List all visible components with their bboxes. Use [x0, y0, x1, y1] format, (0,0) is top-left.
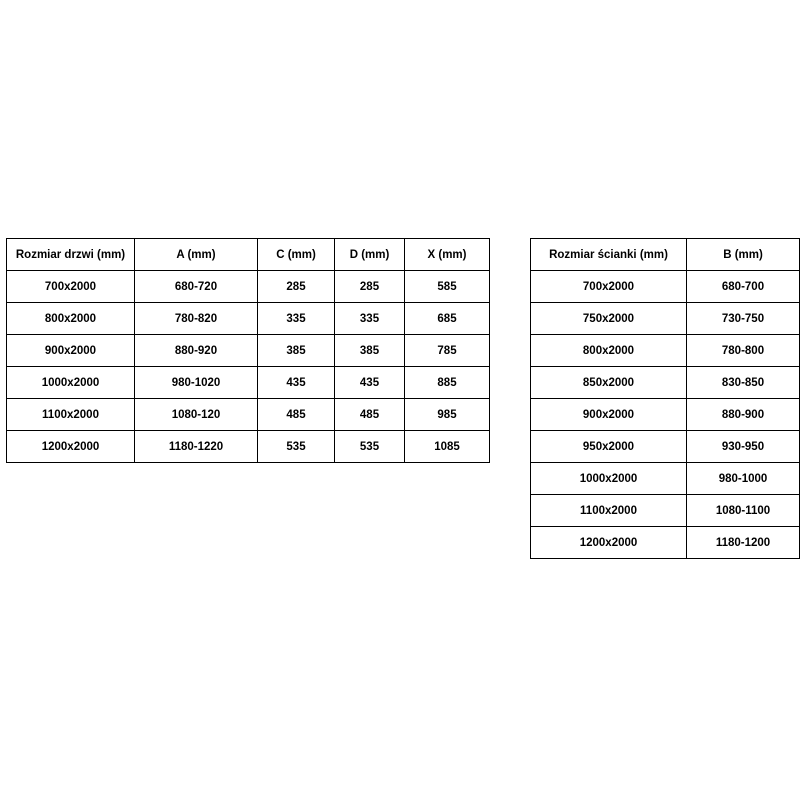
cell-wall-size: 800x2000: [531, 335, 687, 367]
cell-wall-size: 1100x2000: [531, 495, 687, 527]
table-row: [531, 367, 800, 399]
cell-x: 785: [405, 335, 490, 367]
cell-b: 1080-1100: [687, 495, 800, 527]
cell-door-size: 1100x2000: [7, 399, 135, 431]
cell-b: 1180-1200: [687, 527, 800, 559]
table-row: [531, 495, 800, 527]
table-row: [531, 303, 800, 335]
table-row: [531, 527, 800, 559]
cell-c: 535: [258, 431, 335, 463]
column-header-b: B (mm): [687, 239, 800, 271]
cell-a: 980-1020: [135, 367, 258, 399]
cell-d: 435: [335, 367, 405, 399]
column-header-c: C (mm): [258, 239, 335, 271]
cell-wall-size: 1200x2000: [531, 527, 687, 559]
cell-x: 585: [405, 271, 490, 303]
cell-door-size: 800x2000: [7, 303, 135, 335]
cell-a: 1080-120: [135, 399, 258, 431]
doors-size-table-container: [6, 238, 490, 463]
cell-a: 880-920: [135, 335, 258, 367]
cell-door-size: 1000x2000: [7, 367, 135, 399]
cell-wall-size: 850x2000: [531, 367, 687, 399]
cell-d: 285: [335, 271, 405, 303]
cell-d: 535: [335, 431, 405, 463]
table-row: [7, 431, 490, 463]
cell-wall-size: 750x2000: [531, 303, 687, 335]
table-row: [531, 463, 800, 495]
table-row: [531, 335, 800, 367]
wall-table-body: [531, 271, 800, 559]
table-row: [7, 335, 490, 367]
table-header-row: [531, 239, 800, 271]
doors-size-table: [6, 238, 490, 463]
table-row: [7, 367, 490, 399]
cell-b: 930-950: [687, 431, 800, 463]
cell-d: 385: [335, 335, 405, 367]
cell-door-size: 700x2000: [7, 271, 135, 303]
cell-c: 485: [258, 399, 335, 431]
cell-a: 680-720: [135, 271, 258, 303]
column-header-d: D (mm): [335, 239, 405, 271]
cell-x: 685: [405, 303, 490, 335]
cell-c: 435: [258, 367, 335, 399]
cell-b: 830-850: [687, 367, 800, 399]
cell-b: 880-900: [687, 399, 800, 431]
table-row: [7, 271, 490, 303]
table-row: [7, 303, 490, 335]
column-header-wall-size: Rozmiar ścianki (mm): [531, 239, 687, 271]
cell-b: 780-800: [687, 335, 800, 367]
cell-b: 680-700: [687, 271, 800, 303]
cell-c: 385: [258, 335, 335, 367]
cell-b: 980-1000: [687, 463, 800, 495]
cell-wall-size: 1000x2000: [531, 463, 687, 495]
cell-door-size: 900x2000: [7, 335, 135, 367]
column-header-a: A (mm): [135, 239, 258, 271]
cell-a: 1180-1220: [135, 431, 258, 463]
column-header-door-size: Rozmiar drzwi (mm): [7, 239, 135, 271]
wall-size-table-container: [530, 238, 800, 559]
cell-x: 985: [405, 399, 490, 431]
cell-x: 885: [405, 367, 490, 399]
table-row: [531, 271, 800, 303]
cell-x: 1085: [405, 431, 490, 463]
column-header-x: X (mm): [405, 239, 490, 271]
table-row: [531, 399, 800, 431]
cell-c: 335: [258, 303, 335, 335]
cell-d: 335: [335, 303, 405, 335]
table-header-row: [7, 239, 490, 271]
cell-a: 780-820: [135, 303, 258, 335]
cell-door-size: 1200x2000: [7, 431, 135, 463]
cell-wall-size: 950x2000: [531, 431, 687, 463]
wall-size-table: [530, 238, 800, 559]
doors-table-body: [7, 271, 490, 463]
wall-table-header: [531, 239, 800, 271]
cell-c: 285: [258, 271, 335, 303]
cell-d: 485: [335, 399, 405, 431]
cell-wall-size: 900x2000: [531, 399, 687, 431]
table-row: [531, 431, 800, 463]
cell-b: 730-750: [687, 303, 800, 335]
doors-table-header: [7, 239, 490, 271]
cell-wall-size: 700x2000: [531, 271, 687, 303]
table-row: [7, 399, 490, 431]
